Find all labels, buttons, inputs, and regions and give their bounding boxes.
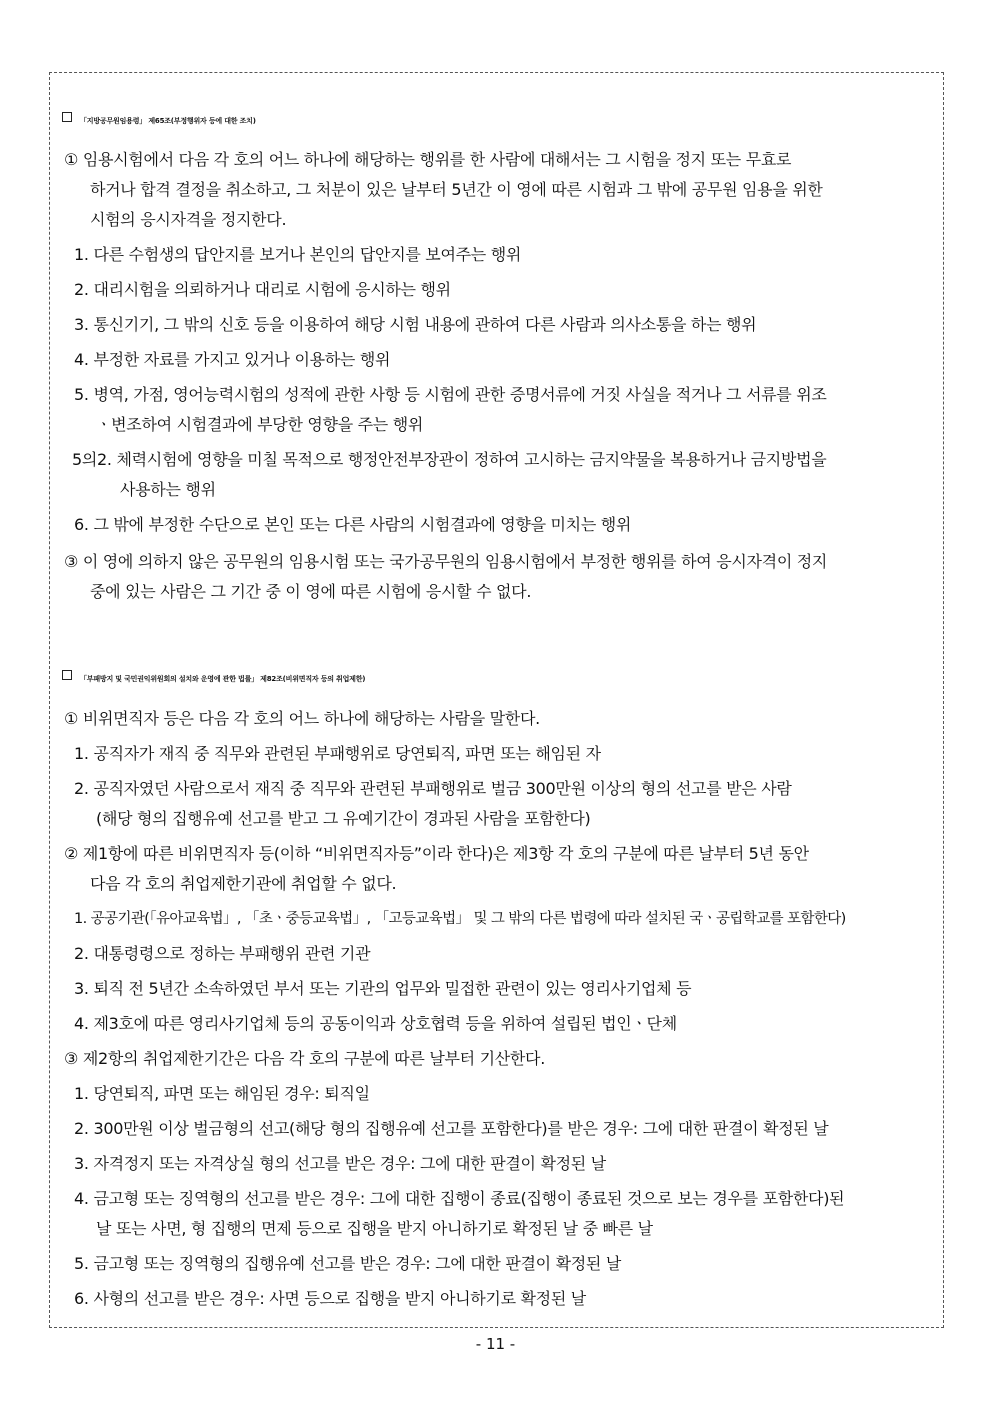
s1-item-5-2-line1: 5의2. 체력시험에 영향을 미칠 목적으로 행정안전부장관이 정하여 고시하는 금지약물을 복용하거나 금지방법을 [72, 450, 827, 469]
s1-p1-line3: 시험의 응시자격을 정지한다. [90, 210, 287, 229]
s2-p3-item-4-line1: 4. 금고형 또는 징역형의 선고를 받은 경우: 그에 대한 집행이 종료(집행이 종료된 것으로 보는 경우를 포함한다)된 [74, 1189, 845, 1208]
s1-item-2: 2. 대리시험을 의뢰하거나 대리로 시험에 응시하는 행위 [74, 280, 451, 299]
s1-item-3: 3. 통신기기, 그 밖의 신호 등을 이용하여 해당 시험 내용에 관하여 다른 사람과 의사소통을 하는 행위 [74, 315, 757, 334]
s2-p3-item-1: 1. 당연퇴직, 파면 또는 해임된 경우: 퇴직일 [74, 1084, 370, 1103]
s2-p1-item-2-line2: (해당 형의 집행유예 선고를 받고 그 유예기간이 경과된 사람을 포함한다) [96, 809, 591, 828]
s2-p1-item-1: 1. 공직자가 재직 중 직무와 관련된 부패행위로 당연퇴직, 파면 또는 해임된 자 [74, 744, 601, 763]
square-bullet-icon [62, 670, 72, 680]
s2-p3-item-5: 5. 금고형 또는 징역형의 집행유예 선고를 받은 경우: 그에 대한 판결이 확정된 날 [74, 1254, 622, 1273]
section2-heading [50, 667, 943, 691]
s1-p3-line1: ③ 이 영에 의하지 않은 공무원의 임용시험 또는 국가공무원의 임용시험에서 부정한 행위를 하여 응시자격이 정지 [64, 552, 828, 571]
s1-p1-line2: 하거나 합격 결정을 취소하고, 그 처분이 있은 날부터 5년간 이 영에 따른 시험과 그 밖에 공무원 임용을 위한 [90, 180, 823, 199]
s1-item-1: 1. 다른 수험생의 답안지를 보거나 본인의 답안지를 보여주는 행위 [74, 245, 522, 264]
content-frame [49, 72, 944, 1328]
s2-p2-line1: ② 제1항에 따른 비위면직자 등(이하 “비위면직자등”이라 한다)은 제3항 각 호의 구분에 따른 날부터 5년 동안 [64, 844, 809, 863]
s2-p3-item-4-line2: 날 또는 사면, 형 집행의 면제 등으로 집행을 받지 아니하기로 확정된 날 중 빠른 날 [96, 1219, 653, 1238]
s1-item-4: 4. 부정한 자료를 가지고 있거나 이용하는 행위 [74, 350, 391, 369]
s2-p2-item-1: 1. 공공기관(「유아교육법」, 「초ㆍ중등교육법」, 「고등교육법」 및 그 밖의 다른 법령에 따라 설치된 국ㆍ공립학교를 포함한다) [74, 911, 846, 927]
s2-p2-item-3: 3. 퇴직 전 5년간 소속하였던 부서 또는 기관의 업무와 밀접한 관련이 있는 영리사기업체 등 [74, 979, 692, 998]
s1-p1-line1: ① 임용시험에서 다음 각 호의 어느 하나에 해당하는 행위를 한 사람에 대해서는 그 시험을 정지 또는 무효로 [64, 150, 792, 169]
s2-p1: ① 비위면직자 등은 다음 각 호의 어느 하나에 해당하는 사람을 말한다. [64, 709, 540, 728]
section1-heading-text: 「지방공무원임용령」 제65조(부정행위자 등에 대한 조치) [80, 117, 256, 125]
s1-p3-line2: 중에 있는 사람은 그 기간 중 이 영에 따른 시험에 응시할 수 없다. [90, 582, 532, 601]
s2-p2-line2: 다음 각 호의 취업제한기관에 취업할 수 없다. [90, 874, 397, 893]
s2-p2-item-2: 2. 대통령령으로 정하는 부패행위 관련 기관 [74, 944, 371, 963]
section2-heading-text: 「부패방지 및 국민권익위원회의 설치와 운영에 관한 법률」 제82조(비위면직자 등의 취업제한) [80, 675, 366, 683]
square-bullet-icon [62, 112, 72, 122]
s2-p3-item-3: 3. 자격정지 또는 자격상실 형의 선고를 받은 경우: 그에 대한 판결이 확정된 날 [74, 1154, 606, 1173]
section1-heading [50, 109, 943, 133]
s1-item-5-line1: 5. 병역, 가점, 영어능력시험의 성적에 관한 사항 등 시험에 관한 증명서류에 거짓 사실을 적거나 그 서류를 위조 [74, 385, 827, 404]
s1-item-6: 6. 그 밖에 부정한 수단으로 본인 또는 다른 사람의 시험결과에 영향을 미치는 행위 [74, 515, 632, 534]
s2-p2-item-4: 4. 제3호에 따른 영리사기업체 등의 공동이익과 상호협력 등을 위하여 설립된 법인ㆍ단체 [74, 1014, 677, 1033]
s1-item-5-line2: ㆍ변조하여 시험결과에 부당한 영향을 주는 행위 [96, 415, 424, 434]
s1-item-5-2-line2: 사용하는 행위 [120, 480, 216, 499]
page-number: - 11 - [475, 1335, 516, 1353]
s2-p3: ③ 제2항의 취업제한기간은 다음 각 호의 구분에 따른 날부터 기산한다. [64, 1049, 545, 1068]
s2-p3-item-6: 6. 사형의 선고를 받은 경우: 사면 등으로 집행을 받지 아니하기로 확정된 날 [74, 1289, 586, 1308]
s2-p3-item-2: 2. 300만원 이상 벌금형의 선고(해당 형의 집행유예 선고를 포함한다)를 받은 경우: 그에 대한 판결이 확정된 날 [74, 1119, 829, 1138]
s2-p1-item-2-line1: 2. 공직자였던 사람으로서 재직 중 직무와 관련된 부패행위로 벌금 300만원 이상의 형의 선고를 받은 사람 [74, 779, 792, 798]
